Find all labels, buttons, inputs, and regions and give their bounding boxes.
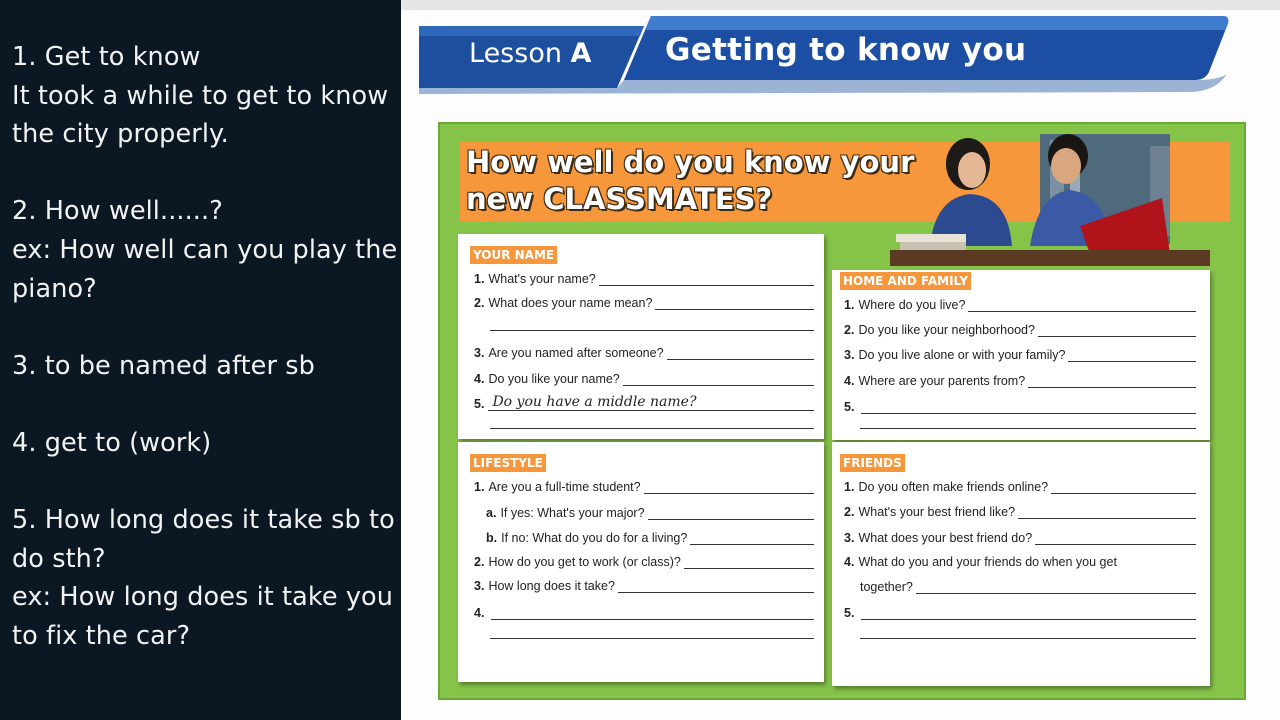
note-line: do sth? (12, 543, 106, 574)
answer-line[interactable] (491, 608, 814, 620)
question-text: Do you like your neighborhood? (858, 323, 1035, 337)
question-row (844, 323, 1196, 337)
question-row (844, 400, 1196, 414)
note-line: ex: How long does it take you (12, 582, 393, 613)
question-number: 2. (844, 323, 855, 337)
question-number: 3. (844, 531, 855, 545)
note-line: It took a while to get to know (12, 80, 389, 111)
question-text: Are you named after someone? (488, 346, 664, 360)
question-number: 3. (474, 579, 485, 593)
answer-line[interactable] (490, 428, 814, 429)
answer-line[interactable] (968, 300, 1196, 312)
question-text: Do you live alone or with your family? (858, 348, 1066, 362)
note-line: ex: How well can you play the (12, 234, 398, 265)
question-text: What's your best friend like? (858, 505, 1016, 519)
lesson-title: Getting to know you (665, 32, 1027, 68)
question-row (844, 374, 1196, 388)
answer-line[interactable] (916, 582, 1196, 594)
handwritten-question: Do you have a middle name? (488, 394, 814, 411)
question-number: 2. (474, 296, 485, 310)
question-text: How do you get to work (or class)? (488, 555, 681, 569)
question-number: 3. (474, 346, 485, 360)
answer-line[interactable] (648, 508, 814, 520)
answer-line[interactable] (490, 638, 814, 639)
card-your-name (458, 234, 824, 439)
question-number: 1. (474, 480, 485, 494)
note-line: 5. How long does it take sb to (12, 505, 395, 536)
answer-line[interactable] (861, 402, 1196, 414)
card-home-family (832, 270, 1210, 440)
question-number: 5. (844, 400, 855, 414)
question-number: 1. (844, 480, 855, 494)
question-text: What does your best friend do? (858, 531, 1033, 545)
answer-line[interactable] (1035, 533, 1196, 545)
section-tag-home-family: HOME AND FAMILY (840, 272, 971, 290)
lesson-banner (419, 14, 1231, 96)
answer-line[interactable] (1028, 376, 1196, 388)
question-letter: b. (486, 531, 498, 545)
question-row (474, 372, 814, 386)
textbook-page (401, 0, 1280, 720)
answer-line[interactable] (599, 274, 814, 286)
section-tag-your-name: YOUR NAME (470, 246, 557, 264)
note-line: the city properly. (12, 119, 229, 150)
answer-line[interactable] (860, 638, 1196, 639)
note-2 (12, 192, 401, 308)
answer-line[interactable] (1038, 325, 1196, 337)
question-number: 1. (844, 298, 855, 312)
question-text: Do you often make friends online? (858, 480, 1049, 494)
question-number: 3. (844, 348, 855, 362)
question-row (844, 505, 1196, 519)
page-top-strip (401, 0, 1280, 10)
question-row (474, 579, 814, 593)
question-number: 4. (844, 555, 855, 569)
question-row (474, 394, 814, 411)
question-number: 4. (474, 606, 485, 620)
note-line: to fix the car? (12, 620, 191, 651)
answer-line[interactable] (667, 348, 814, 360)
question-number: 4. (474, 372, 485, 386)
question-text: How long does it take? (488, 579, 615, 593)
note-1 (12, 38, 401, 154)
question-text: Do you like your name? (488, 372, 620, 386)
note-line: 1. Get to know (12, 42, 201, 72)
question-row (474, 480, 814, 494)
notes-panel (0, 0, 401, 720)
question-number: 5. (844, 606, 855, 620)
question-row (844, 606, 1196, 620)
section-tag-friends: FRIENDS (840, 454, 905, 472)
note-5 (12, 501, 401, 655)
question-number: 2. (844, 505, 855, 519)
question-letter: a. (486, 506, 497, 520)
question-text: Where are your parents from? (858, 374, 1026, 388)
headline-line-2: new CLASSMATES? (466, 182, 773, 216)
answer-line[interactable] (655, 298, 814, 310)
question-row (844, 298, 1196, 312)
lesson-label (469, 38, 591, 69)
note-4 (12, 424, 401, 463)
quiz-headline (466, 144, 914, 218)
note-line: 3. to be named after sb (12, 350, 315, 381)
note-line: piano? (12, 273, 97, 304)
answer-line[interactable] (644, 482, 814, 494)
note-3 (12, 347, 401, 386)
question-row (844, 531, 1196, 545)
question-number: 2. (474, 555, 485, 569)
question-row (474, 296, 814, 310)
answer-line[interactable] (490, 330, 814, 331)
card-lifestyle (458, 442, 824, 682)
lesson-word: Lesson (469, 38, 562, 69)
question-row (844, 348, 1196, 362)
question-text: If yes: What's your major? (500, 506, 645, 520)
note-line: 2. How well......? (12, 196, 223, 227)
answer-line[interactable] (684, 557, 814, 569)
question-text: What does your name mean? (488, 296, 653, 310)
question-row (474, 555, 814, 569)
answer-line[interactable] (1068, 350, 1196, 362)
answer-line[interactable] (623, 374, 814, 386)
question-row (844, 555, 1196, 569)
quiz-panel (438, 122, 1246, 700)
lesson-letter: A (570, 38, 592, 69)
question-row (844, 480, 1196, 494)
answer-line[interactable] (618, 581, 814, 593)
note-line: 4. get to (work) (12, 427, 212, 458)
question-text: What do you and your friends do when you get (858, 555, 1117, 569)
question-text: If no: What do you do for a living? (501, 531, 688, 545)
question-row (474, 346, 814, 360)
headline-line-1: How well do you know your (466, 145, 915, 179)
question-text: Where do you live? (858, 298, 966, 312)
question-number: 5. (474, 397, 485, 411)
question-row (474, 272, 814, 286)
question-text: together? (860, 580, 913, 594)
question-number: 4. (844, 374, 855, 388)
card-friends (832, 442, 1210, 686)
answer-line[interactable] (1018, 507, 1196, 519)
students-photo (890, 126, 1210, 266)
answer-line[interactable] (1051, 482, 1196, 494)
answer-line[interactable] (860, 428, 1196, 429)
question-row (474, 606, 814, 620)
question-text: What's your name? (488, 272, 596, 286)
question-row (860, 580, 1196, 594)
section-tag-lifestyle: LIFESTYLE (470, 454, 546, 472)
answer-line[interactable] (861, 608, 1196, 620)
question-number: 1. (474, 272, 485, 286)
answer-line[interactable] (690, 533, 814, 545)
question-row (486, 506, 814, 520)
question-row (486, 531, 814, 545)
question-text: Are you a full-time student? (488, 480, 641, 494)
